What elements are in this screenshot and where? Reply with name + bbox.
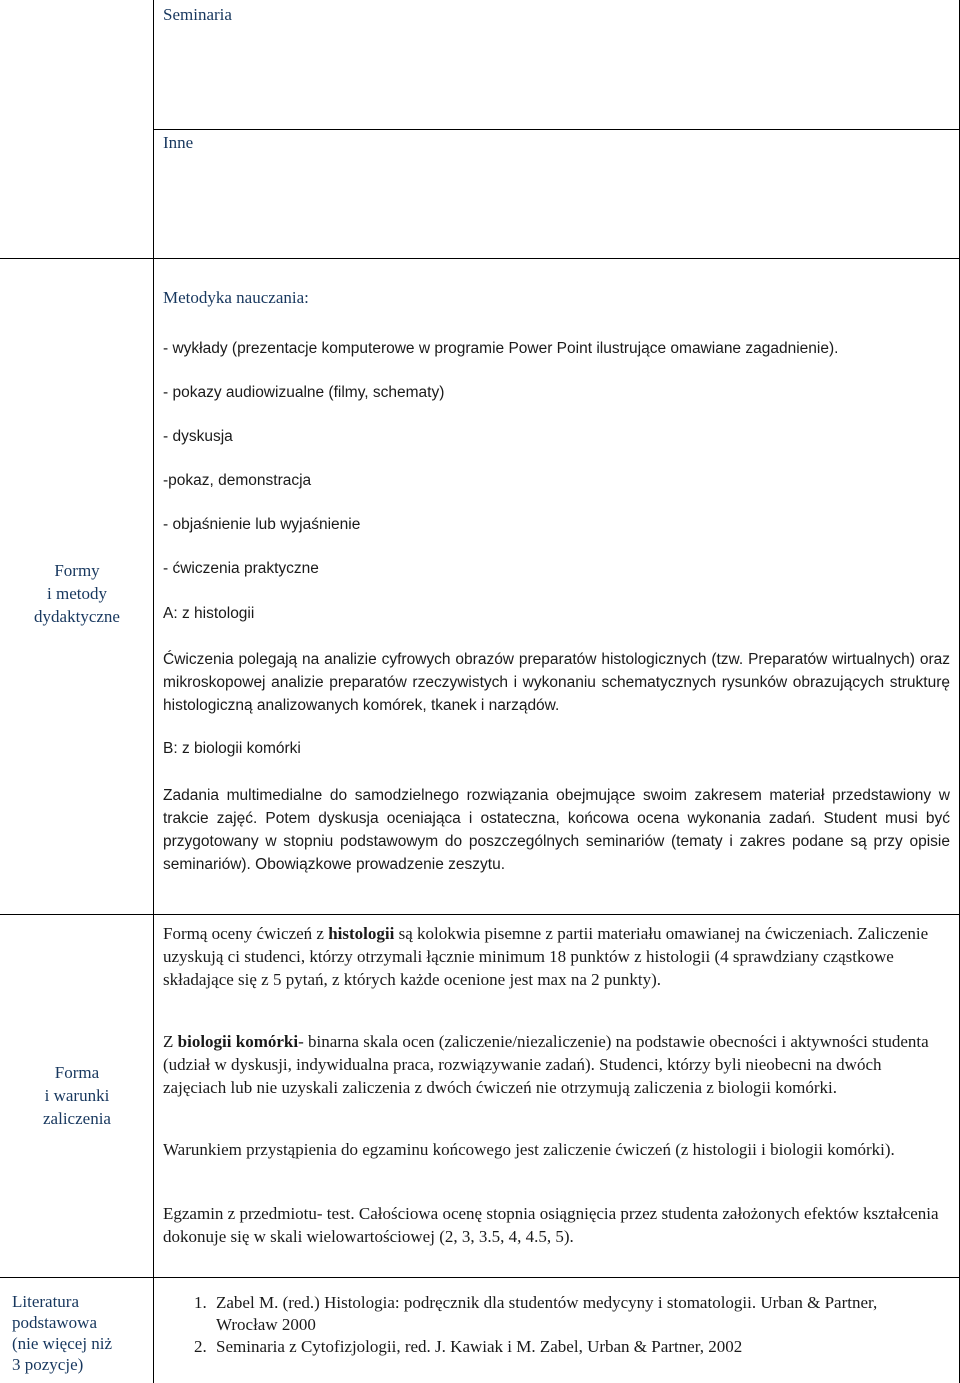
literatura-label-line1: Literatura [12, 1292, 80, 1311]
histologia-description: Ćwiczenia polegają na analizie cyfrowych obrazów preparatów histologicznych (tzw. Preparatów wirtualnych) oraz mikroskopowej analizie preparatów rzeczywistych i wykonaniu schematycznych rysunków obrazujących strukturę histologiczną analizowanych komórek, tkanek i narządów. [163, 651, 950, 714]
formy-row [0, 258, 960, 914]
forma-label-cell [0, 914, 154, 1277]
forma-label-line2: i warunki [44, 1086, 110, 1105]
literatura-content-cell [154, 1277, 960, 1383]
inne-row [0, 129, 960, 258]
literatura-label-cell [0, 1277, 154, 1383]
biologia-assessment [163, 1030, 948, 1099]
literature-item [154, 1336, 940, 1358]
formy-content-cell [154, 258, 960, 914]
text-run: - binarna skala ocen (zaliczenie/niezaliczenie) na podstawie obecności i aktywności studenta (udział w dyskusji, indywidualna praca, rozwiązywanie zadań). Studenci, którzy byli nieobecni na dwóch zajęciach lub nie uzyskali zaliczenia z dwóch ćwiczeń nie otrzymują zaliczenia z biologii komórki. [163, 1032, 929, 1097]
formy-label-line1: Formy [54, 560, 100, 580]
formy-label-line2: i metody [47, 583, 107, 603]
text-run-bold: histologii [328, 924, 395, 943]
seminaria-row [0, 0, 960, 129]
literatura-label-line4: 3 pozycje) [12, 1355, 84, 1374]
histologia-assessment [163, 922, 948, 991]
seminaria-label: Seminaria [163, 5, 232, 24]
histologia-subheading: A: z histologii [163, 605, 255, 622]
text-run: Z [163, 1032, 178, 1051]
exam-description: Egzamin z przedmiotu- test. Całościowa ocenę stopnia osiągnięcia przez studenta założonych efektów kształcenia dokonuje się w skali wielowartościowej (2, 3, 3.5, 4, 4.5, 5). [163, 1204, 939, 1246]
literatura-label-line3: (nie więcej niż [12, 1334, 113, 1353]
literature-number: 2. [194, 1337, 207, 1356]
method-item: - dyskusja [163, 428, 233, 445]
literature-list [154, 1292, 940, 1358]
biologia-description: Zadania multimedialne do samodzielnego rozwiązania obejmujące swoim zakresem materiał przedstawiony w trakcie zajęć. Potem dyskusja oceniająca i ostateczna, końcowa ocena wykonania zadań. Student musi być przygotowany w stopniu podstawowym do poszczególnych seminariów (tematy i zakres podane są przy opisie seminariów). Obowiązkowe prowadzenie zeszytu. [163, 787, 950, 873]
method-item: - ćwiczenia praktyczne [163, 560, 319, 577]
text-run-bold: biologii komórki [177, 1032, 299, 1051]
method-item: - pokazy audiowizualne (filmy, schematy) [163, 384, 445, 401]
formy-label-cell [0, 258, 154, 914]
literature-text: Seminaria z Cytofizjologii, red. J. Kawiak i M. Zabel, Urban & Partner, 2002 [216, 1337, 743, 1356]
literatura-label-line2: podstawowa [12, 1313, 97, 1332]
formy-label-line3: dydaktyczne [34, 606, 120, 626]
biologia-subheading: B: z biologii komórki [163, 740, 301, 757]
literature-number: 1. [194, 1293, 207, 1312]
forma-label-line3: zaliczenia [43, 1109, 111, 1128]
method-item: - objaśnienie lub wyjaśnienie [163, 516, 361, 533]
text-run: są kolokwia pisemne z partii materiału omawianej na ćwiczeniach. Zaliczenie uzyskują ci studenci, którzy otrzymali łącznie minimum 18 punktów z histologii (4 sprawdziany cząstkowe składające się z 5 pytań, z których każde ocenione jest max na 2 punkty). [163, 924, 929, 989]
method-item: - wykłady (prezentacje komputerowe w programie Power Point ilustrujące omawiane zagadnienie). [163, 340, 839, 357]
literatura-row [0, 1277, 960, 1383]
literature-text: Zabel M. (red.) Histologia: podręcznik dla studentów medycyny i stomatologii. Urban & Partner, Wrocław 2000 [216, 1293, 878, 1334]
forma-content-cell [154, 914, 960, 1277]
forma-label-line1: Forma [54, 1063, 100, 1082]
inne-label: Inne [163, 133, 194, 152]
forma-row [0, 914, 960, 1277]
method-item: -pokaz, demonstracja [163, 472, 312, 489]
text-run: Formą oceny ćwiczeń z [163, 924, 329, 943]
literature-item [154, 1292, 940, 1336]
metodyka-heading: Metodyka nauczania: [163, 288, 309, 307]
exam-requirement: Warunkiem przystąpienia do egzaminu końcowego jest zaliczenie ćwiczeń (z histologii i biologii komórki). [163, 1140, 895, 1159]
